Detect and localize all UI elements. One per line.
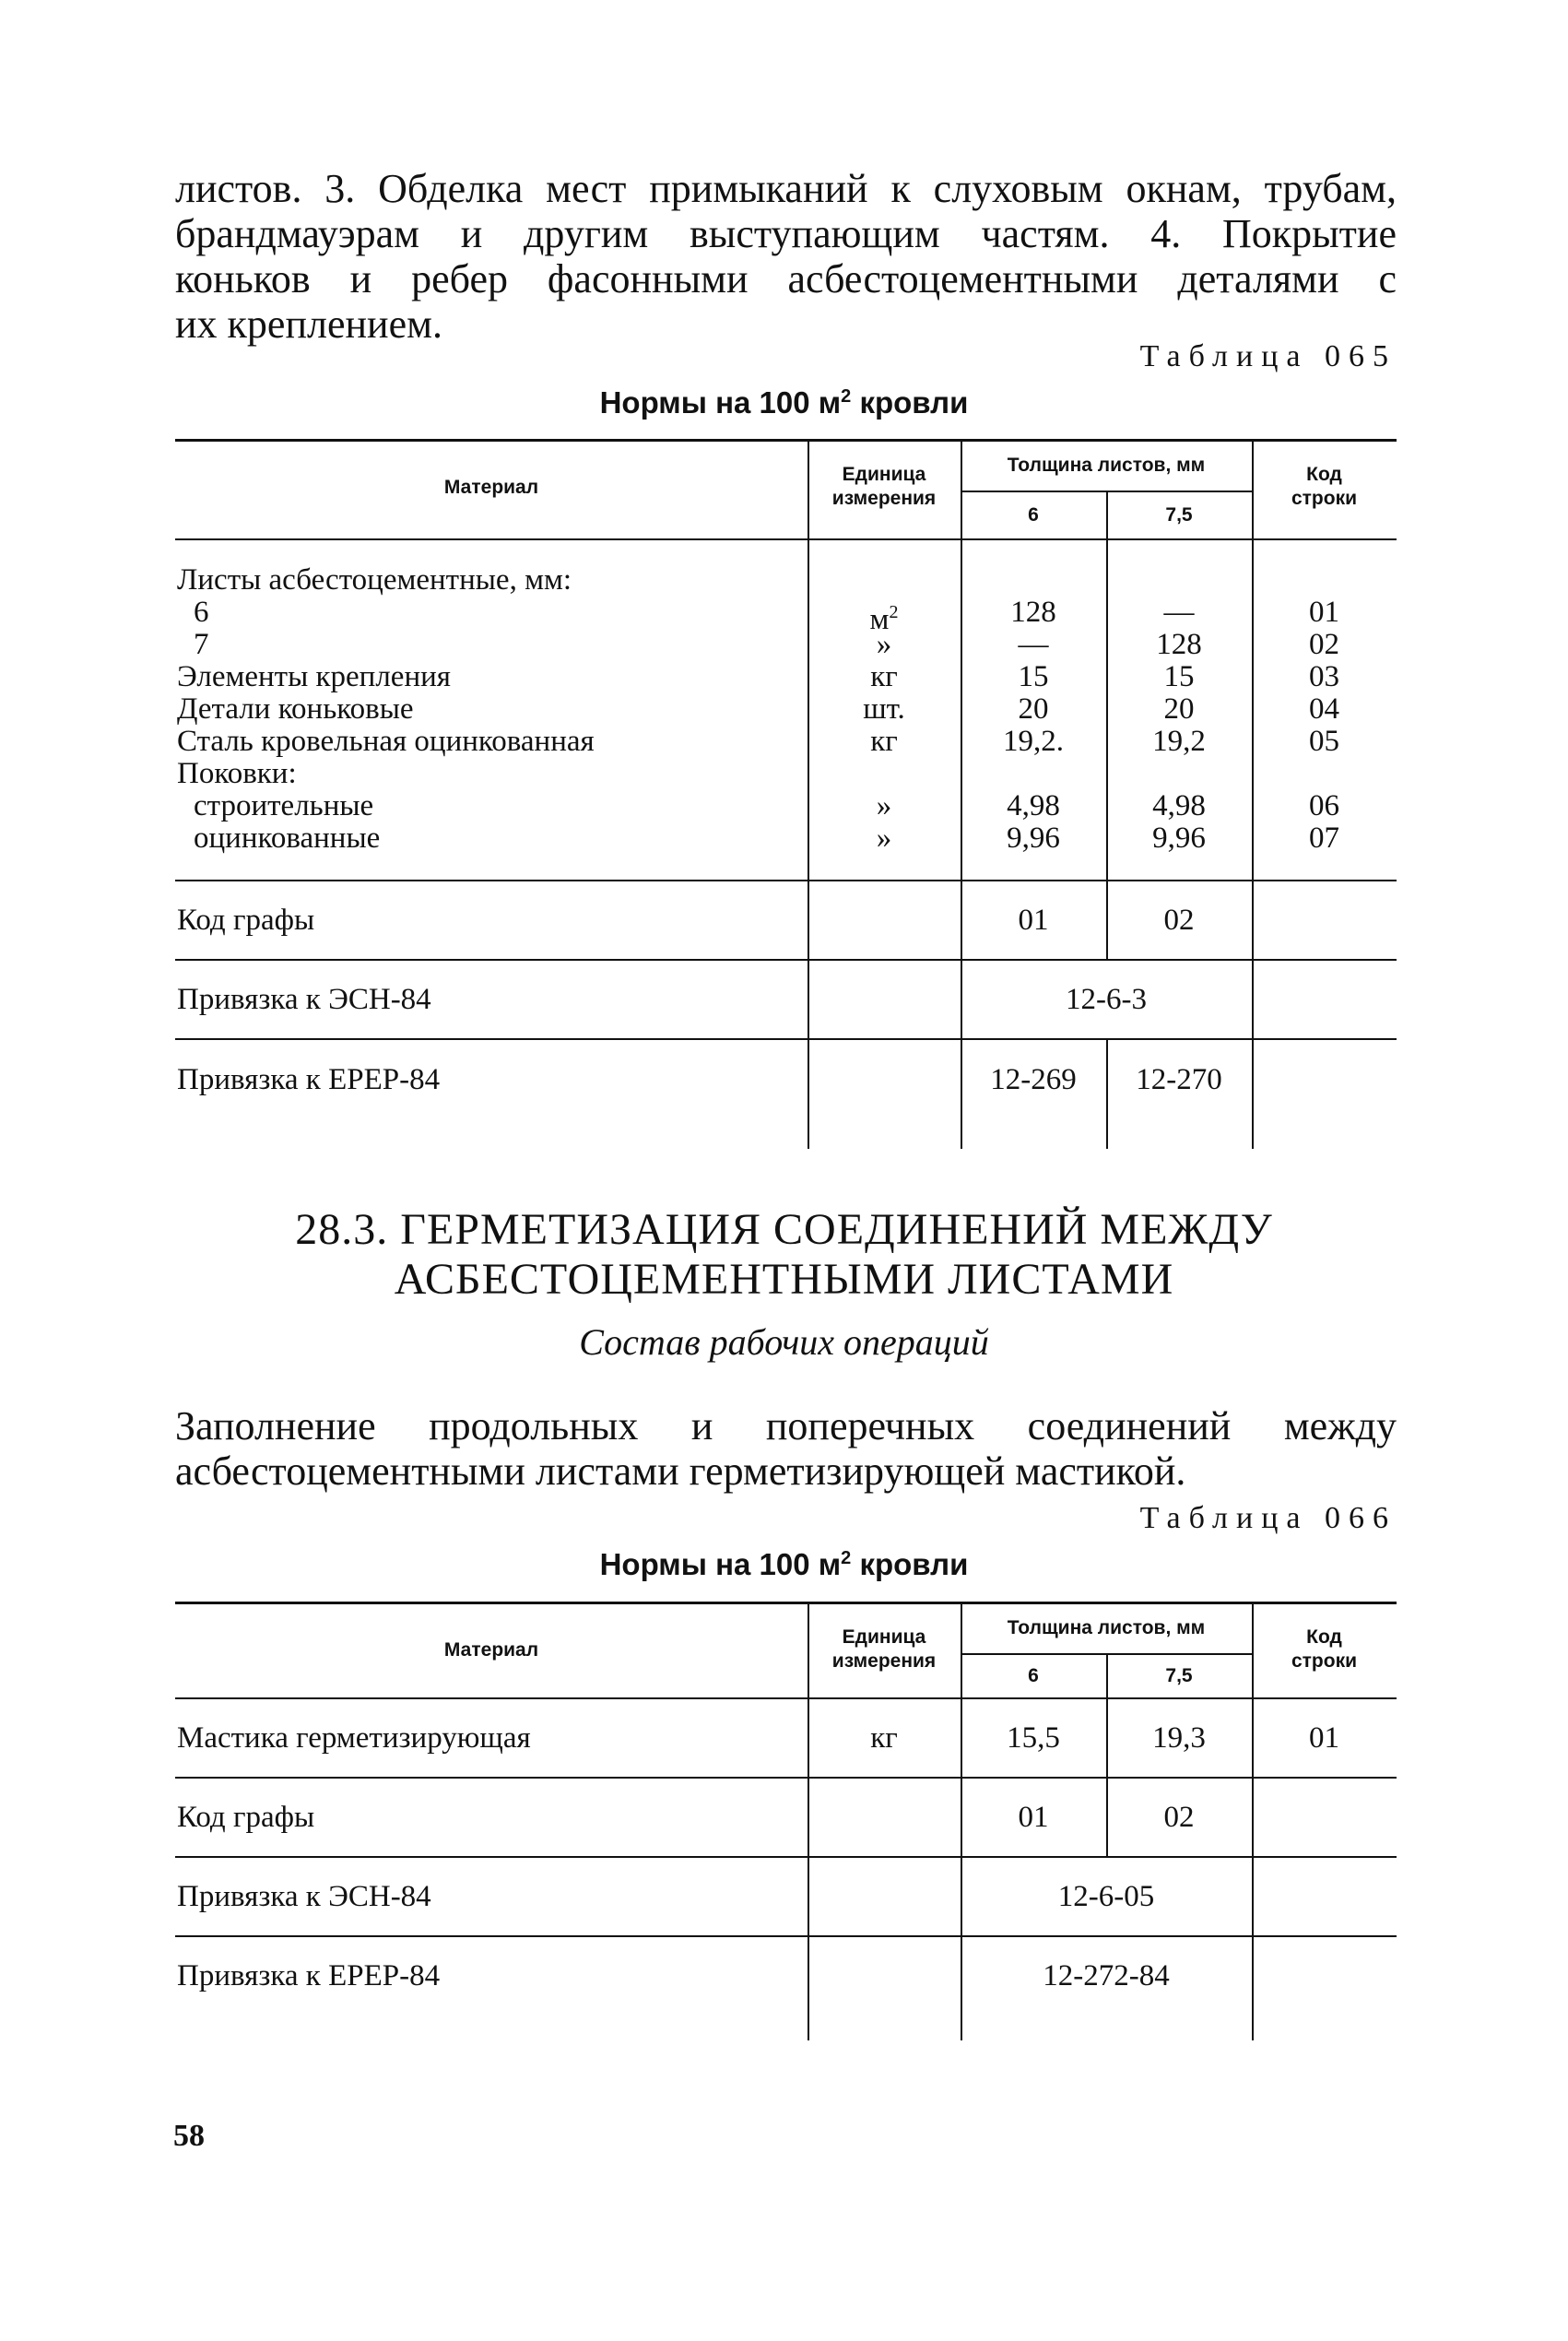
esn-value: 12-6-3 — [1066, 983, 1147, 1016]
row-value-6: 9,96 — [1007, 822, 1060, 855]
row-value-6: 15 — [1018, 660, 1049, 693]
row-name: Листы асбестоцементные, мм: — [177, 563, 572, 597]
row-code: 04 — [1309, 692, 1339, 726]
header-material: Материал — [443, 1639, 539, 1661]
row-value-6: 128 — [1010, 596, 1056, 629]
header-thickness-6: 6 — [1028, 504, 1039, 526]
row-name: Элементы крепления — [177, 660, 451, 693]
row-name: оцинкованные — [194, 822, 381, 855]
header-code: Код строки — [1291, 1626, 1358, 1672]
table-065 — [175, 439, 1397, 1149]
erer-label: Привязка к ЕРЕР-84 — [177, 1959, 441, 1992]
row-value-7-5: 19,3 — [1152, 1721, 1206, 1755]
header-thickness-6: 6 — [1028, 1665, 1039, 1686]
header-unit: Единица измерения — [831, 464, 937, 509]
row-code: 02 — [1309, 628, 1339, 661]
graph-code-2: 02 — [1163, 1801, 1195, 1834]
erer-value-1: 12-269 — [990, 1063, 1077, 1096]
esn-label: Привязка к ЭСН-84 — [177, 983, 431, 1016]
section-heading-line1: 28.3. ГЕРМЕТИЗАЦИЯ СОЕДИНЕНИЙ МЕЖДУ — [295, 1205, 1273, 1254]
header-material: Материал — [443, 477, 539, 498]
table-rule — [175, 1038, 1397, 1040]
table-rule — [175, 1602, 1397, 1604]
row-code: 01 — [1309, 1721, 1339, 1755]
table-rule — [175, 1856, 1397, 1858]
row-name: Детали коньковые — [177, 692, 414, 726]
table-066-title: Нормы на 100 $м^2$ кровли — [599, 1547, 969, 1581]
page-number: 58 — [173, 2119, 205, 2153]
intro-line: их креплением. — [175, 301, 442, 347]
graph-code-label: Код графы — [177, 904, 315, 937]
esn-value: 12-6-05 — [1057, 1880, 1155, 1913]
row-value-6: — — [1018, 628, 1049, 661]
header-thickness: Толщина листов, мм — [1007, 1617, 1206, 1638]
intro-line: коньков и ребер фасонными асбестоцементными деталями с — [175, 256, 1397, 301]
table-rule — [175, 959, 1397, 961]
header-thickness: Толщина листов, мм — [1007, 455, 1206, 476]
row-value-7-5: 9,96 — [1152, 822, 1206, 855]
header-code: Код строки — [1291, 464, 1358, 509]
row-code: 03 — [1309, 660, 1339, 693]
intro-paragraph — [175, 166, 1397, 347]
row-unit: кг — [870, 1721, 898, 1755]
row-code: 07 — [1309, 822, 1339, 855]
row-name: 6 — [194, 596, 209, 629]
graph-code-label: Код графы — [177, 1801, 315, 1834]
table-rule — [175, 1777, 1397, 1779]
row-value-7-5: 20 — [1163, 692, 1195, 726]
header-thickness-7-5: 7,5 — [1165, 504, 1193, 526]
header-thickness-7-5: 7,5 — [1165, 1665, 1193, 1686]
row-code: 05 — [1309, 725, 1339, 758]
intro-line: брандмауэрам и другим выступающим частям. 4. Покрытие — [175, 211, 1397, 256]
row-code: 01 — [1309, 596, 1339, 629]
section-subtitle: Состав рабочих операций — [579, 1321, 989, 1363]
section-line: асбестоцементными листами герметизирующей мастикой. — [175, 1448, 1186, 1494]
table-rule — [175, 439, 1397, 442]
erer-value: 12-272-84 — [1043, 1959, 1170, 1992]
erer-label: Привязка к ЕРЕР-84 — [177, 1063, 441, 1096]
row-unit: » — [876, 628, 892, 661]
row-unit: шт. — [863, 692, 905, 726]
row-value-6: 15,5 — [1007, 1721, 1060, 1755]
table-rule — [175, 538, 1397, 540]
row-name: Мастика герметизирующая — [177, 1721, 531, 1755]
intro-line: листов. 3. Обделка мест примыканий к слуховым окнам, трубам, — [175, 166, 1397, 211]
row-value-7-5: 15 — [1163, 660, 1195, 693]
graph-code-1: 01 — [1018, 1801, 1049, 1834]
row-name: 7 — [194, 628, 209, 661]
row-unit: кг — [870, 725, 898, 758]
erer-value-2: 12-270 — [1136, 1063, 1222, 1096]
esn-label: Привязка к ЭСН-84 — [177, 1880, 431, 1913]
table-rule — [175, 1935, 1397, 1937]
row-value-7-5: 19,2 — [1152, 725, 1206, 758]
row-value-6: 19,2. — [1003, 725, 1064, 758]
row-name: Сталь кровельная оцинкованная — [177, 725, 595, 758]
row-value-7-5: 4,98 — [1152, 789, 1206, 822]
table-065-title: Нормы на 100 $м^2$ кровли — [599, 385, 969, 420]
table-066-label: Таблица 066 — [1139, 1501, 1397, 1535]
graph-code-1: 01 — [1018, 904, 1049, 937]
row-unit: кг — [870, 660, 898, 693]
section-heading-line2: АСБЕСТОЦЕМЕНТНЫМИ ЛИСТАМИ — [394, 1255, 1174, 1304]
row-value-7-5: 128 — [1156, 628, 1202, 661]
row-unit: » — [876, 789, 892, 822]
row-value-6: 4,98 — [1007, 789, 1060, 822]
section-line: Заполнение продольных и поперечных соединений между — [175, 1403, 1397, 1448]
row-unit: » — [876, 822, 892, 855]
header-unit: Единица измерения — [831, 1626, 937, 1672]
row-value-6: 20 — [1018, 692, 1049, 726]
row-name: строительные — [194, 789, 374, 822]
table-rule — [175, 1697, 1397, 1699]
table-rule — [175, 880, 1397, 881]
row-unit: $м^2$ — [869, 602, 899, 636]
row-value-7-5: — — [1163, 596, 1195, 629]
row-code: 06 — [1309, 789, 1339, 822]
table-066 — [175, 1602, 1397, 2040]
section-paragraph — [175, 1403, 1397, 1494]
table-065-label: Таблица 065 — [1139, 339, 1397, 373]
row-name: Поковки: — [177, 757, 297, 790]
graph-code-2: 02 — [1163, 904, 1195, 937]
